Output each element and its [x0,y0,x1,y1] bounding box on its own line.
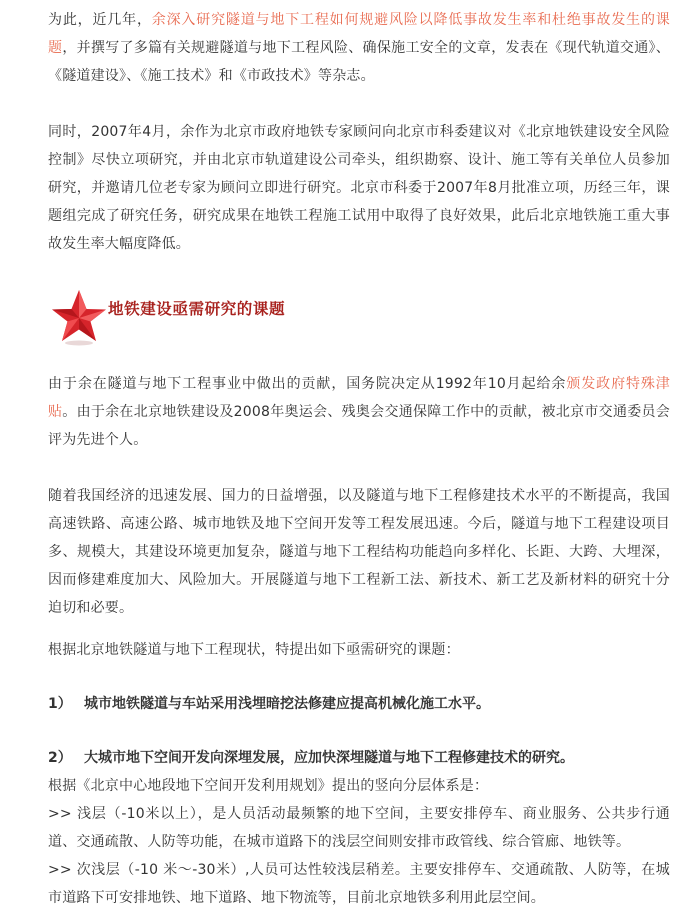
topic-number: 2） [48,750,72,766]
paragraph-sub-shallow-layer: >> 次浅层（-10 米～-30米）,人员可达性较浅层稍差。主要安排停车、交通疏散、人防等，在城市道路下可安排地铁、地下道路、地下物流等，目前北京地铁多利用此层空间。 [48,862,670,906]
text-span: ，并撰写了多篇有关规避隧道与地下工程风险、确保施工安全的文章，发表在《现代轨道交通》、《隧道建设》、《施工技术》和《市政技术》等杂志。 [48,40,670,84]
topic-item-2 [48,744,670,772]
text-span: 。由于余在北京地铁建设及2008年奥运会、残奥会交通保障工作中的贡献，被北京市交通委员会评为先进个人。 [48,404,671,448]
topic-text: 城市地铁隧道与车站采用浅埋暗挖法修建应提高机械化施工水平。 [84,696,490,712]
paragraph-development: 随着我国经济的迅速发展、国力的日益增强，以及隧道与地下工程修建技术水平的不断提高，我国高速铁路、高速公路、城市地铁及地下空间开发等工程发展迅速。今后，隧道与地下工程建设项目多、规模大，其建设环境更加复杂，隧道与地下工程结构功能趋向多样化、长距、大跨、大埋深，因而修建难度加大、风险加大。开展隧道与地下工程新工法、新技术、新工艺及新材料的研究十分迫切和必要。 [48,488,670,616]
topic-item-1 [48,690,670,718]
text-span: 为此，近几年， [48,12,152,28]
paragraph-2007-project: 同时，2007年4月，余作为北京市政府地铁专家顾问向北京市科委建议对《北京地铁建设安全风险控制》尽快立项研究，并由北京市轨道建设公司牵头，组织勘察、设计、施工等有关单位人员参加研究，并邀请几位老专家为顾问立即进行研究。北京市科委于2007年8月批准立项，历经三年，课题组完成了研究任务，研究成果在地铁工程施工试用中取得了良好效果，此后北京地铁施工重大事故发生率大幅度降低。 [48,124,670,252]
topic-text: 大城市地下空间开发向深埋发展，应加快深埋隧道与地下工程修建技术的研究。 [84,750,574,766]
paragraph-shallow-layer: >> 浅层（-10米以上），是人员活动最频繁的地下空间，主要安排停车、商业服务、公共步行通道、交通疏散、人防等功能，在城市道路下的浅层空间则安排市政管线、综合管廊、地铁等。 [48,806,670,850]
highlight-subsidy: 颁发政府特殊津贴 [48,376,670,420]
paragraph-planning: 根据《北京中心地段地下空间开发利用规划》提出的竖向分层体系是： [48,778,489,794]
paragraph-honors [48,370,670,454]
paragraph-topics-intro: 根据北京地铁隧道与地下工程现状，特提出如下亟需研究的课题： [48,642,460,658]
section-heading [48,288,670,352]
paragraph-risk-research [48,6,670,90]
section-title: 地铁建设亟需研究的课题 [108,300,286,318]
highlight-risk-topic: 余深入研究隧道与地下工程如何规避风险以降低事故发生率和杜绝事故发生的课题 [48,12,671,56]
topic-number: 1） [48,696,72,712]
text-span: 由于余在隧道与地下工程事业中做出的贡献，国务院决定从1992年10月起给余 [48,376,567,392]
red-star-icon [48,288,110,348]
